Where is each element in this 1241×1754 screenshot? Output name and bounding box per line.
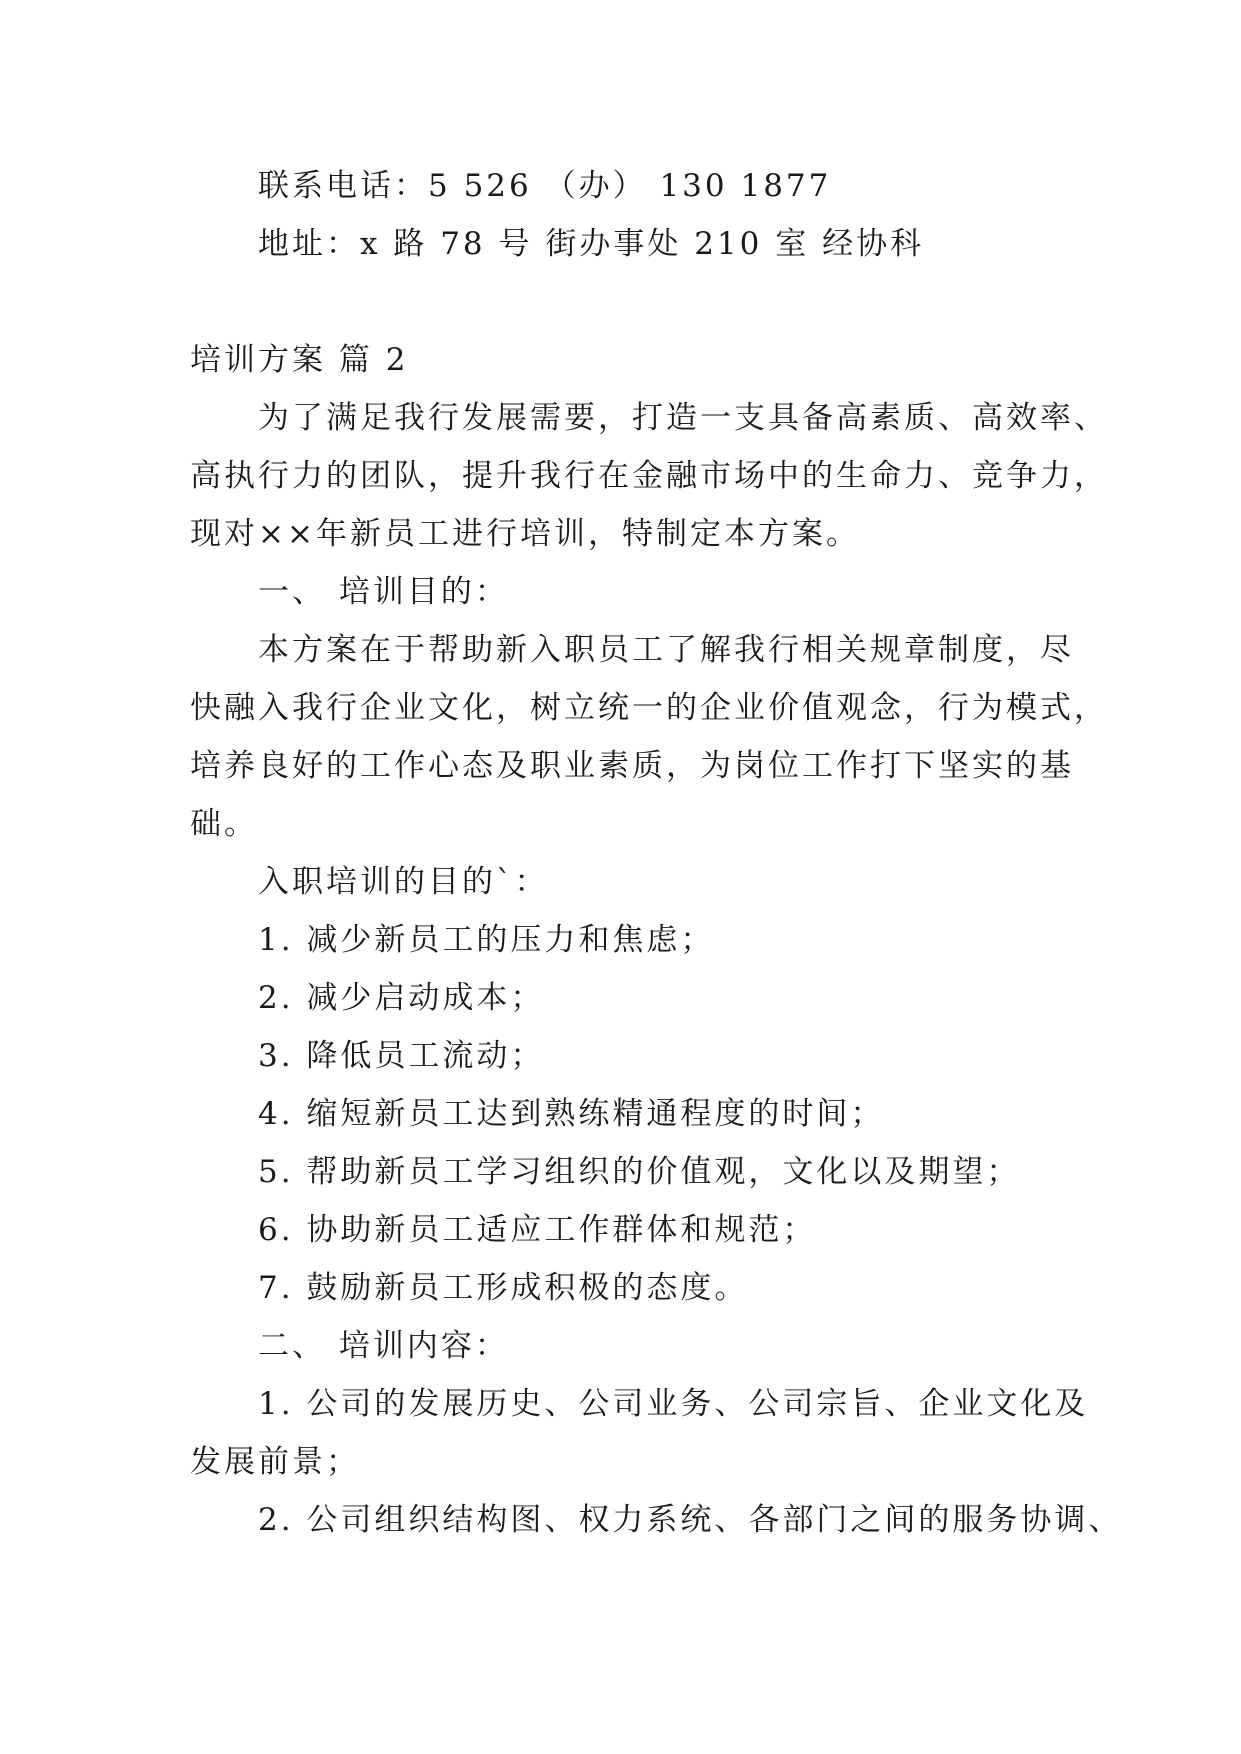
intro-line: 高执行力的团队，提升我行在金融市场中的生命力、竞争力， [190, 458, 1108, 494]
content-list-item: 1. 公司的发展历史、公司业务、公司宗旨、企业文化及 [258, 1386, 1089, 1422]
purpose-paragraph-line: 本方案在于帮助新入职员工了解我行相关规章制度，尽 [258, 632, 1074, 668]
section-title: 培训方案 篇 2 [190, 342, 409, 378]
intro-line: 为了满足我行发展需要，打造一支具备高素质、高效率、 [258, 400, 1108, 436]
purpose-list-item: 5. 帮助新员工学习组织的价值观，文化以及期望； [258, 1154, 1021, 1190]
purpose-list-item: 7. 鼓励新员工形成积极的态度。 [258, 1270, 749, 1306]
content-heading: 二、 培训内容： [258, 1328, 509, 1364]
purpose-list-item: 3. 降低员工流动； [258, 1038, 545, 1074]
content-list-item: 2. 公司组织结构图、权力系统、各部门之间的服务协调、 [258, 1502, 1123, 1538]
purpose-list-item: 4. 缩短新员工达到熟练精通程度的时间； [258, 1096, 885, 1132]
purpose-paragraph-line: 快融入我行企业文化，树立统一的企业价值观念，行为模式， [190, 690, 1108, 726]
contact-address: 地址：x 路 78 号 街办事处 210 室 经协科 [258, 226, 925, 262]
intro-line: 现对××年新员工进行培训，特制定本方案。 [190, 516, 860, 552]
purpose-list-item: 1. 减少新员工的压力和焦虑； [258, 922, 715, 958]
purpose-list-intro: 入职培训的目的`： [258, 864, 549, 900]
purpose-list-item: 2. 减少启动成本； [258, 980, 545, 1016]
contact-phone: 联系电话：5 526 （办） 130 1877 [258, 168, 832, 204]
purpose-list-item: 6. 协助新员工适应工作群体和规范； [258, 1212, 817, 1248]
purpose-paragraph-line: 础。 [190, 806, 258, 842]
purpose-paragraph-line: 培养良好的工作心态及职业素质，为岗位工作打下坚实的基 [190, 748, 1074, 784]
purpose-heading: 一、 培训目的： [258, 574, 509, 610]
content-list-item: 发展前景； [190, 1444, 360, 1480]
